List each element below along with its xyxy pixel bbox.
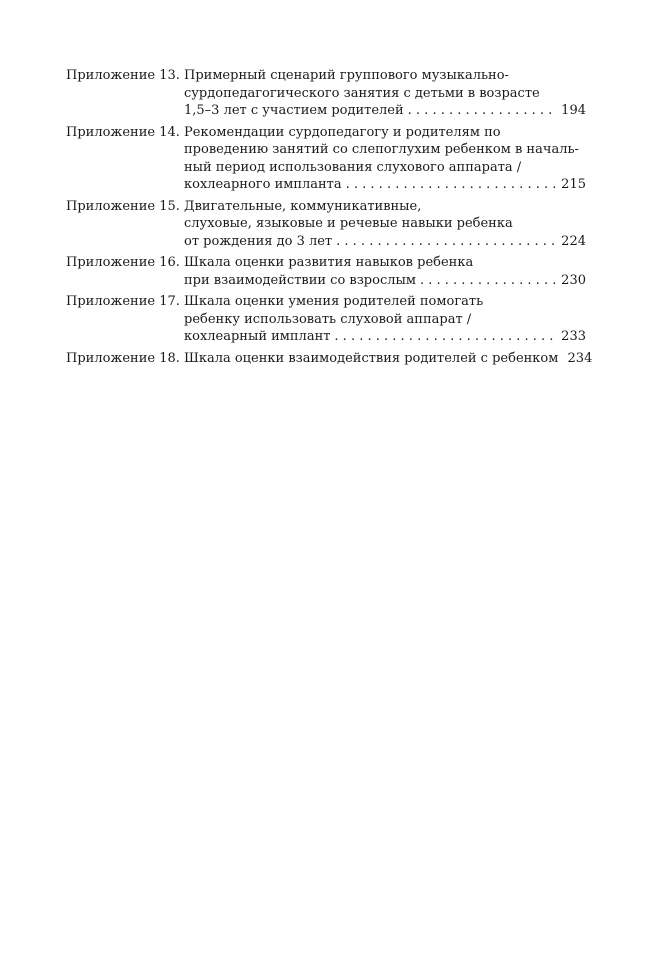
toc-entry-15	[66, 198, 586, 251]
entry-label: Приложение 16.	[66, 255, 180, 270]
entry-title-line: слуховые, языковые и речевые навыки ребенка	[184, 216, 513, 231]
dot-leader	[334, 328, 556, 346]
entry-label: Приложение 15.	[66, 198, 180, 214]
entry-title-line: 1,5–3 лет с участием родителей	[184, 103, 404, 118]
entry-title-line: Шкала оценки умения родителей помогать	[184, 294, 484, 309]
toc-entry-13	[66, 67, 586, 120]
entry-title	[184, 254, 586, 289]
entry-title-line: от рождения до 3 лет	[184, 233, 333, 249]
entry-title-line: кохлеарного импланта	[184, 177, 342, 192]
entry-title	[184, 198, 586, 251]
toc-entry-14	[66, 124, 586, 194]
entry-title	[184, 124, 586, 194]
dot-leader	[336, 233, 556, 251]
entry-title	[184, 293, 586, 346]
entry-title-line: Шкала оценки развития навыков ребенка	[184, 255, 474, 270]
entry-title-line: ный период использования слухового аппарата /	[184, 159, 522, 175]
page-number: 215	[561, 177, 586, 192]
entry-title-line: ребенку использовать слуховой аппарат /	[184, 311, 472, 327]
toc-entry-17	[66, 293, 586, 346]
entry-last-line	[184, 328, 586, 346]
entry-title-line: кохлеарный имплант	[184, 329, 331, 344]
page-number: 230	[561, 272, 586, 288]
entry-label: Приложение 18.	[66, 350, 180, 366]
page-number: 224	[561, 233, 586, 249]
entry-label: Приложение 17.	[66, 294, 180, 309]
entry-title-line: Шкала оценки взаимодействия родителей с ребенком	[184, 350, 559, 366]
entry-title-line: проведению занятий со слепоглухим ребенком в началь-	[184, 142, 579, 157]
entry-title-line: Рекомендации сурдопедагогу и родителям по	[184, 124, 501, 140]
entry-title-line: Примерный сценарий группового музыкально-	[184, 68, 509, 83]
entry-title	[184, 350, 593, 368]
entry-last-line	[184, 272, 586, 290]
page-number: 234	[567, 350, 593, 366]
entry-label: Приложение 13.	[66, 68, 180, 83]
entry-label: Приложение 14.	[66, 124, 180, 140]
toc-entry-18	[66, 350, 593, 368]
dot-leader	[346, 176, 556, 194]
entry-last-line	[184, 102, 586, 120]
entry-title-line: Двигательные, коммуникативные,	[184, 198, 422, 214]
entry-title-line: при взаимодействии со взрослым	[184, 272, 416, 288]
table-of-contents	[66, 67, 593, 371]
entry-last-line	[184, 350, 593, 368]
entry-title	[184, 67, 586, 120]
dot-leader	[420, 272, 556, 290]
toc-entry-16	[66, 254, 586, 289]
page-number: 233	[561, 329, 586, 344]
entry-title-line: сурдопедагогического занятия с детьми в возрасте	[184, 85, 540, 101]
entry-last-line	[184, 233, 586, 251]
dot-leader	[408, 102, 556, 120]
page-number: 194	[561, 103, 586, 118]
entry-last-line	[184, 176, 586, 194]
